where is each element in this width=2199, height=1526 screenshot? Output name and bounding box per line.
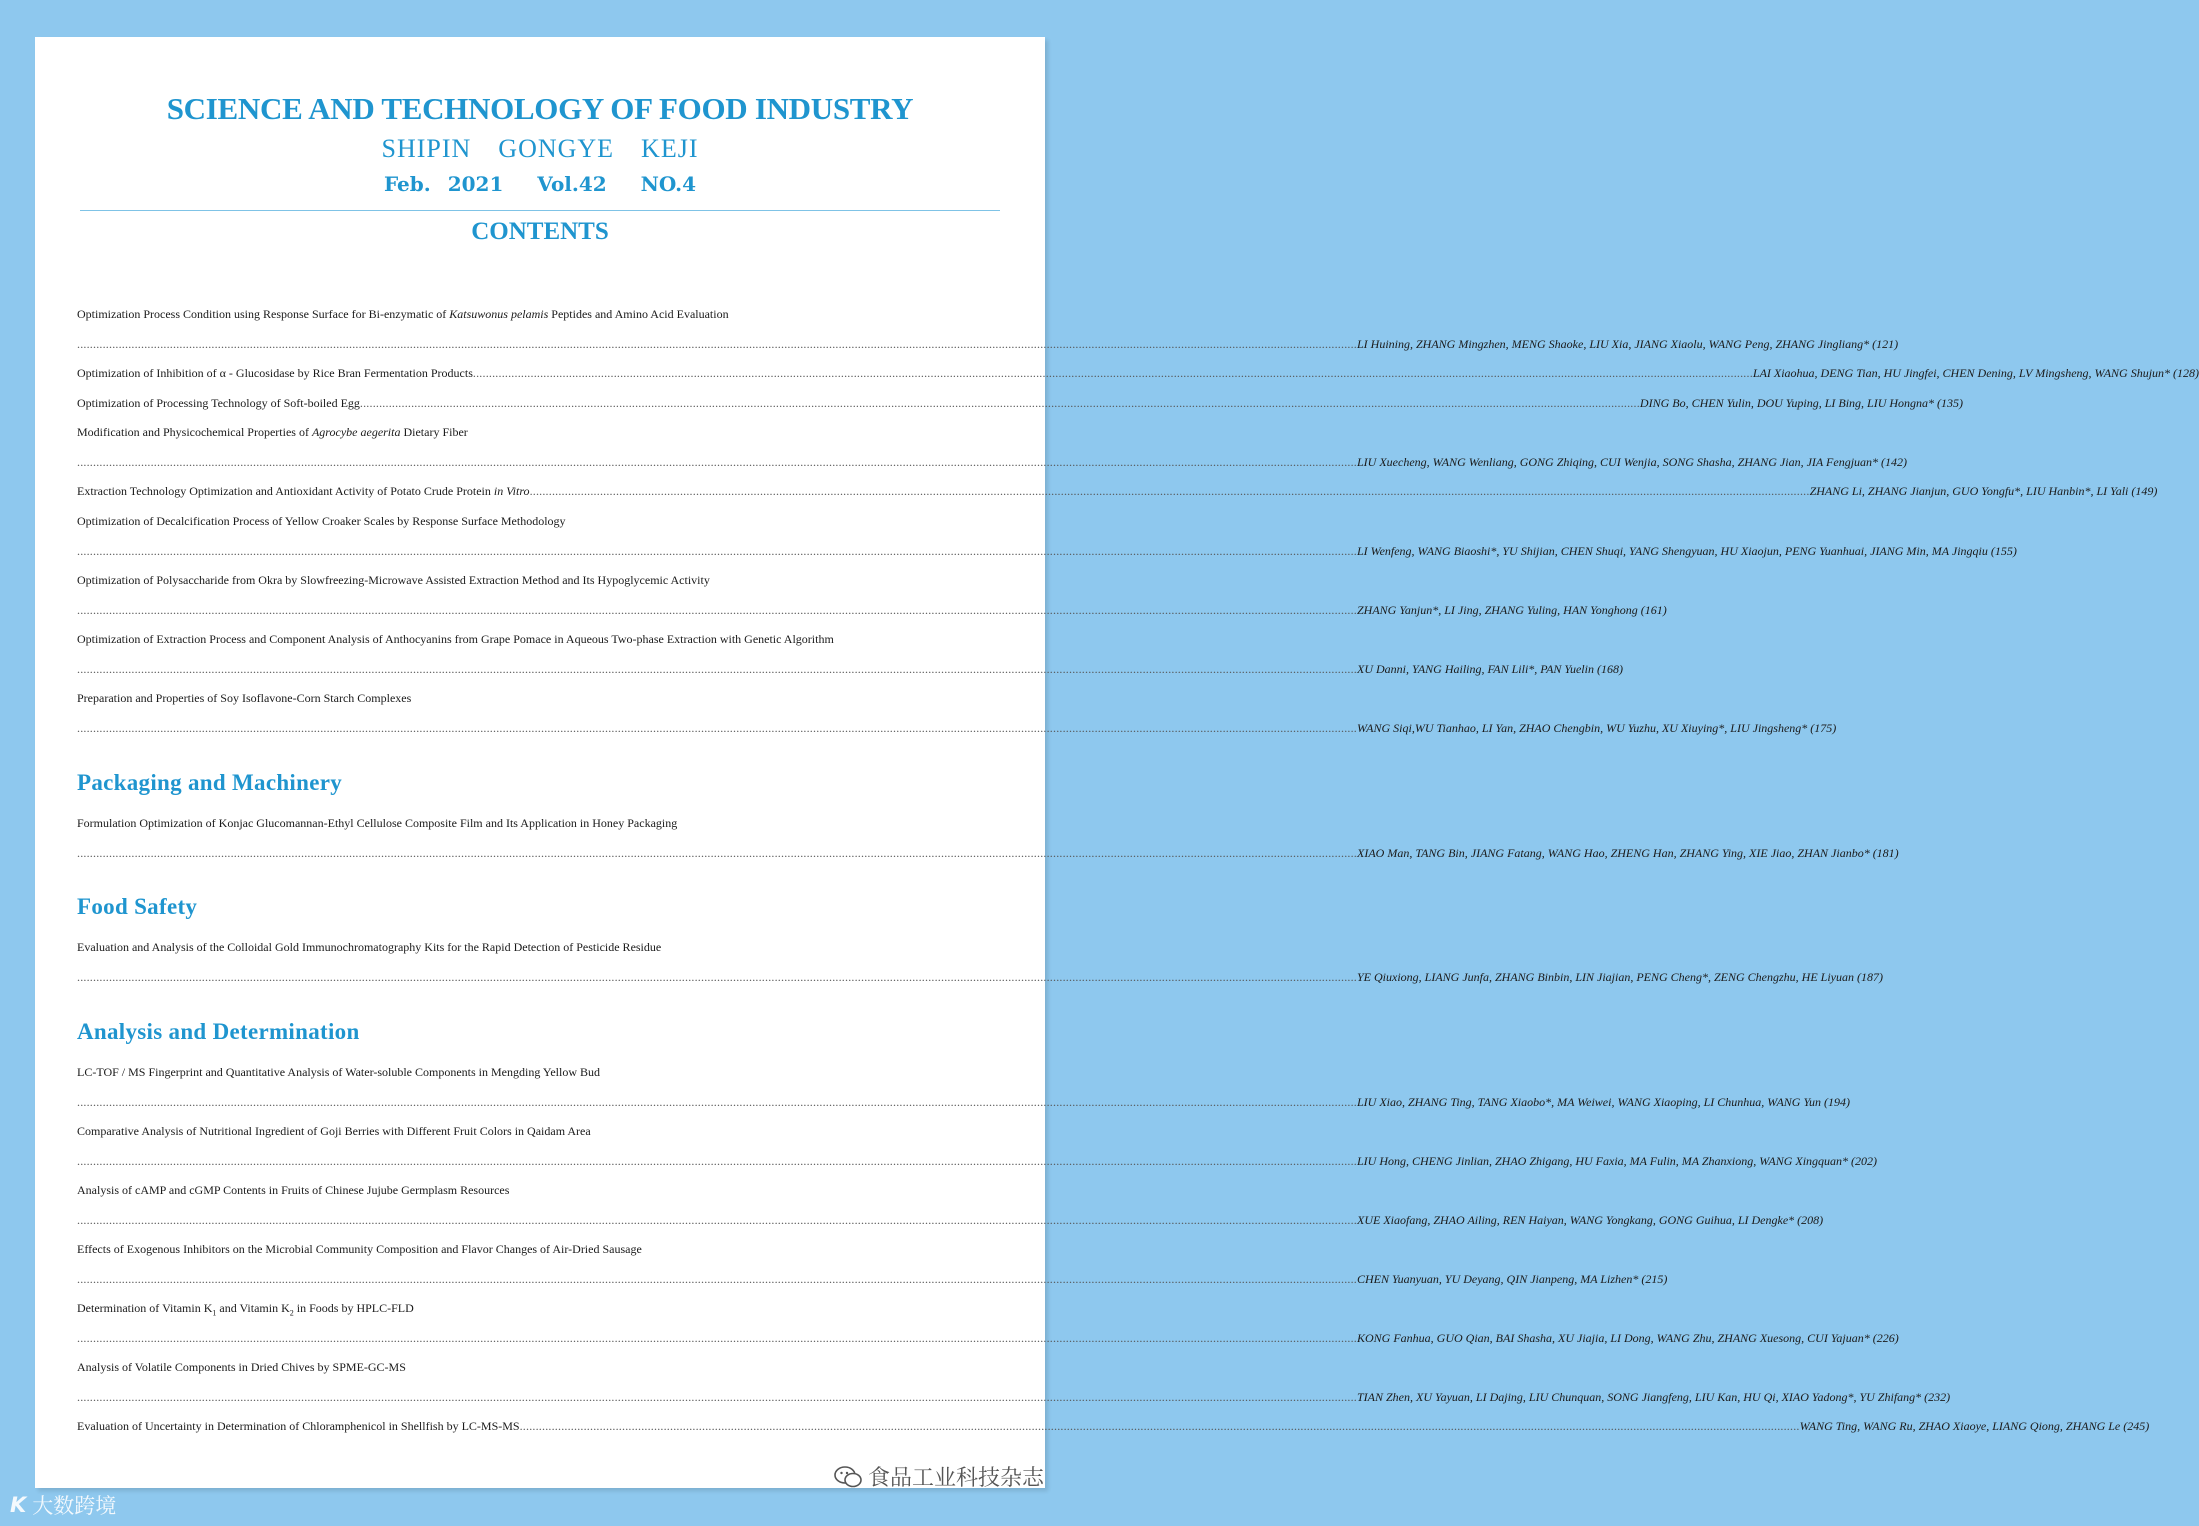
article-authors: ................................................................................................................................................................................................................................................................................................................................................................................................................ LIU Hong, CHENG Jinlian, ZHAO Zhigang, HU Faxia, MA Fulin, MA Zhanxiong, WANG Xingquan* (202) (77, 1154, 1878, 1168)
site-watermark (10, 1490, 116, 1520)
site-watermark-text: 大数跨境 (32, 1494, 117, 1518)
article-authors: ................................................................................................................................................................................................................................................................................................................................................................................................................ LI Huining, ZHANG Mingzhen, MENG Shaoke, LIU Xia, JIANG Xiaolu, WANG Peng, ZHANG Jingliang* (121) (77, 337, 1899, 351)
article-title[interactable]: Preparation and Properties of Soy Isoflavone-Corn Starch Complexes (77, 691, 412, 705)
contents-page (35, 37, 2199, 1488)
article-authors: ................................................................................................................................................................................................................................................................................................................................................................................................................ CHEN Yuanyuan, YU Deyang, QIN Jianpeng, MA Lizhen* (215) (77, 1272, 1668, 1286)
dot-leader: ................................................................................................................................................................................................................................................................................................................................................................................................................ (359, 396, 1640, 410)
article-title[interactable]: Analysis of cAMP and cGMP Contents in Fruits of Chinese Jujube Germplasm Resources (77, 1183, 510, 1197)
dot-leader: ................................................................................................................................................................................................................................................................................................................................................................................................................ (77, 1154, 1357, 1168)
dot-leader: ................................................................................................................................................................................................................................................................................................................................................................................................................ (77, 1390, 1357, 1404)
article-title[interactable]: Optimization of Extraction Process and Component Analysis of Anthocyanins from Grape Pomace in Aqueous Two-phase Extraction with Genetic Algorithm (77, 632, 834, 646)
section-heading-food-safety: Food Safety (77, 894, 198, 919)
article-authors: ................................................................................................................................................................................................................................................................................................................................................................................................................ LI Wenfeng, WANG Biaoshi*, YU Shijian, CHEN Shuqi, YANG Shengyuan, HU Xiaojun, PENG Yuanhuai, JIANG Min, MA Jingqiu (155) (77, 544, 2017, 558)
article-title[interactable]: Determination of Vitamin $K_1$ and Vitamin $K_2$ in Foods by HPLC-FLD (77, 1301, 414, 1318)
article-entry[interactable]: Evaluation of Uncertainty in Determination of Chloramphenicol in Shellfish by LC-MS-MS ................................................................................................................................................................................................................................................................................................................................................................................................................ WANG Ting, WANG Ru, ZHAO Xiaoye, LIANG Qiong, ZHANG Le (245) (77, 1419, 2150, 1433)
article-entry[interactable]: Extraction Technology Optimization and Antioxidant Activity of Potato Crude Protein in Vitro ................................................................................................................................................................................................................................................................................................................................................................................................................ ZHANG Li, ZHANG Jianjun, GUO Yongfu*, LIU Hanbin*, LI Yali (149) (77, 484, 2158, 498)
header-divider (80, 210, 1000, 211)
issue-info: Feb. 2021 Vol.42 NO.4 (383, 172, 697, 196)
dot-leader: ................................................................................................................................................................................................................................................................................................................................................................................................................ (529, 484, 1810, 498)
article-authors: ................................................................................................................................................................................................................................................................................................................................................................................................................ XUE Xiaofang, ZHAO Ailing, REN Haiyan, WANG Yongkang, GONG Guihua, LI Dengke* (208) (77, 1213, 1824, 1227)
article-title[interactable]: Modification and Physicochemical Properties of Agrocybe aegerita Dietary Fiber (77, 425, 468, 439)
section-heading-packaging: Packaging and Machinery (77, 770, 343, 795)
contents-heading: CONTENTS (471, 218, 609, 245)
article-title[interactable]: Evaluation and Analysis of the Colloidal Gold Immunochromatography Kits for the Rapid Detection of Pesticide Residue (77, 940, 662, 954)
journal-title: SCIENCE AND TECHNOLOGY OF FOOD INDUSTRY (166, 91, 914, 126)
article-title[interactable]: Optimization of Decalcification Process of Yellow Croaker Scales by Response Surface Methodology (77, 514, 566, 528)
dot-leader: ................................................................................................................................................................................................................................................................................................................................................................................................................ (77, 455, 1357, 469)
journal-watermark-text: 食品工业科技杂志 (867, 1466, 1044, 1491)
dot-leader: ................................................................................................................................................................................................................................................................................................................................................................................................................ (77, 337, 1357, 351)
article-authors: ................................................................................................................................................................................................................................................................................................................................................................................................................ YE Qiuxiong, LIANG Junfa, ZHANG Binbin, LIN Jiajian, PENG Cheng*, ZENG Chengzhu, HE Liyuan (187) (77, 970, 1883, 984)
dot-leader: ................................................................................................................................................................................................................................................................................................................................................................................................................ (519, 1419, 1800, 1433)
article-title[interactable]: Optimization Process Condition using Response Surface for Bi-enzymatic of Katsuwonus pelamis Peptides and Amino Acid Evaluation (77, 307, 729, 321)
article-title[interactable]: Comparative Analysis of Nutritional Ingredient of Goji Berries with Different Fruit Colors in Qaidam Area (77, 1124, 591, 1138)
article-entry[interactable]: Optimization of Processing Technology of Soft-boiled Egg ................................................................................................................................................................................................................................................................................................................................................................................................................ DING Bo, CHEN Yulin, DOU Yuping, LI Bing, LIU Hongna* (135) (77, 396, 1964, 410)
article-authors: ................................................................................................................................................................................................................................................................................................................................................................................................................ XIAO Man, TANG Bin, JIANG Fatang, WANG Hao, ZHENG Han, ZHANG Ying, XIE Jiao, ZHAN Jianbo* (181) (77, 846, 1899, 860)
article-authors: ................................................................................................................................................................................................................................................................................................................................................................................................................ LIU Xiao, ZHANG Ting, TANG Xiaobo*, MA Weiwei, WANG Xiaoping, LI Chunhua, WANG Yun (194) (77, 1095, 1851, 1109)
article-authors: ................................................................................................................................................................................................................................................................................................................................................................................................................ ZHANG Yanjun*, LI Jing, ZHANG Yuling, HAN Yonghong (161) (77, 603, 1667, 617)
article-authors: ................................................................................................................................................................................................................................................................................................................................................................................................................ XU Danni, YANG Hailing, FAN Lili*, PAN Yuelin (168) (77, 662, 1623, 676)
dot-leader: ................................................................................................................................................................................................................................................................................................................................................................................................................ (77, 1213, 1357, 1227)
dot-leader: ................................................................................................................................................................................................................................................................................................................................................................................................................ (77, 1095, 1357, 1109)
dot-leader: ................................................................................................................................................................................................................................................................................................................................................................................................................ (77, 662, 1357, 676)
dot-leader: ................................................................................................................................................................................................................................................................................................................................................................................................................ (77, 846, 1357, 860)
site-logo-icon: K (10, 1493, 27, 1517)
dot-leader: ................................................................................................................................................................................................................................................................................................................................................................................................................ (77, 970, 1357, 984)
journal-pinyin-title: SHIPIN GONGYE KEJI (381, 134, 699, 163)
dot-leader: ................................................................................................................................................................................................................................................................................................................................................................................................................ (77, 1331, 1357, 1345)
dot-leader: ................................................................................................................................................................................................................................................................................................................................................................................................................ (472, 366, 1753, 380)
article-title[interactable]: Formulation Optimization of Konjac Glucomannan-Ethyl Cellulose Composite Film and Its Application in Honey Packaging (77, 816, 678, 830)
dot-leader: ................................................................................................................................................................................................................................................................................................................................................................................................................ (77, 721, 1357, 735)
article-title[interactable]: Effects of Exogenous Inhibitors on the Microbial Community Composition and Flavor Changes of Air-Dried Sausage (77, 1242, 642, 1256)
dot-leader: ................................................................................................................................................................................................................................................................................................................................................................................................................ (77, 544, 1357, 558)
dot-leader: ................................................................................................................................................................................................................................................................................................................................................................................................................ (77, 1272, 1357, 1286)
section-heading-analysis: Analysis and Determination (77, 1019, 360, 1044)
dot-leader: ................................................................................................................................................................................................................................................................................................................................................................................................................ (77, 603, 1357, 617)
article-authors: ................................................................................................................................................................................................................................................................................................................................................................................................................ WANG Siqi,WU Tianhao, LI Yan, ZHAO Chengbin, WU Yuzhu, XU Xiuying*, LIU Jingsheng* (175) (77, 721, 1837, 735)
article-title[interactable]: LC-TOF / MS Fingerprint and Quantitative Analysis of Water-soluble Components in Mengding Yellow Bud (77, 1065, 600, 1079)
article-authors: ................................................................................................................................................................................................................................................................................................................................................................................................................ TIAN Zhen, XU Yayuan, LI Dajing, LIU Chunquan, SONG Jiangfeng, LIU Kan, HU Qi, XIAO Yadong*, YU Zhifang* (232) (77, 1390, 1951, 1404)
journal-watermark (834, 1461, 1044, 1492)
wechat-icon (834, 1466, 862, 1488)
article-title[interactable]: Optimization of Polysaccharide from Okra by Slowfreezing-Microwave Assisted Extraction Method and Its Hypoglycemic Activity (77, 573, 710, 587)
article-authors: ................................................................................................................................................................................................................................................................................................................................................................................................................ KONG Fanhua, GUO Qian, BAI Shasha, XU Jiajia, LI Dong, WANG Zhu, ZHANG Xuesong, CUI Yajuan* (226) (77, 1331, 1899, 1345)
article-title[interactable]: Analysis of Volatile Components in Dried Chives by SPME-GC-MS (77, 1360, 406, 1374)
article-entry[interactable]: Optimization of Inhibition of α - Glucosidase by Rice Bran Fermentation Products ................................................................................................................................................................................................................................................................................................................................................................................................................ LAI Xiaohua, DENG Tian, HU Jingfei, CHEN Dening, LV Mingsheng, WANG Shujun* (128) (77, 366, 2199, 380)
article-authors: ................................................................................................................................................................................................................................................................................................................................................................................................................ LIU Xuecheng, WANG Wenliang, GONG Zhiqing, CUI Wenjia, SONG Shasha, ZHANG Jian, JIA Fengjuan* (142) (77, 455, 1908, 469)
